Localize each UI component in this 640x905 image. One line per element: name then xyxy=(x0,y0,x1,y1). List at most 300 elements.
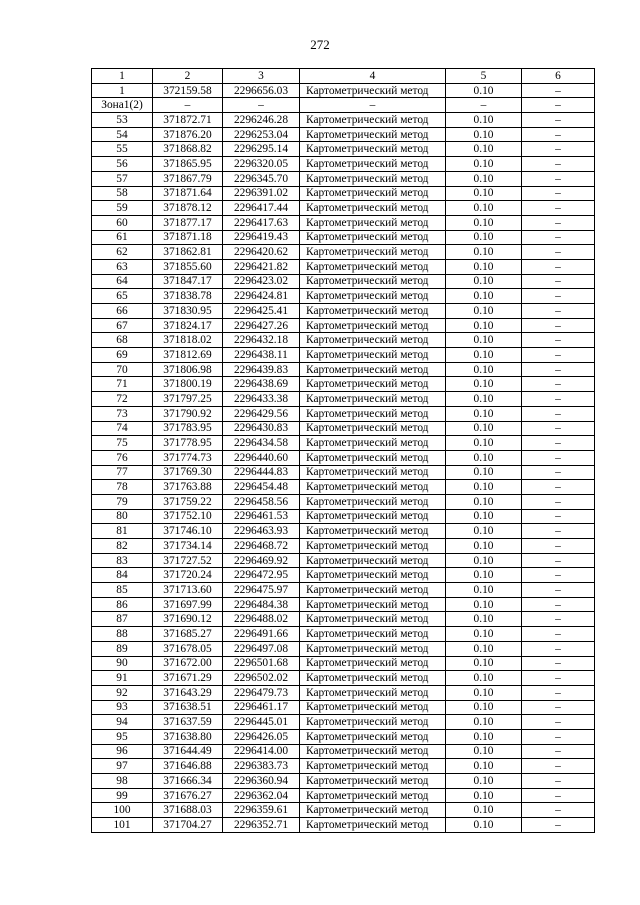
method-cell: Картометрический метод xyxy=(300,612,446,627)
y-coordinate-cell: 2296352.71 xyxy=(223,818,300,833)
x-coordinate-cell: 371790.92 xyxy=(153,406,223,421)
point-number-cell: 67 xyxy=(92,318,153,333)
table-row xyxy=(92,377,595,392)
y-coordinate-cell: 2296461.53 xyxy=(223,509,300,524)
note-cell: – xyxy=(522,436,595,451)
accuracy-cell: 0.10 xyxy=(446,729,522,744)
x-coordinate-cell: – xyxy=(153,98,223,113)
table-row xyxy=(92,333,595,348)
method-cell: Картометрический метод xyxy=(300,259,446,274)
y-coordinate-cell: 2296414.00 xyxy=(223,744,300,759)
note-cell: – xyxy=(522,142,595,157)
note-cell: – xyxy=(522,583,595,598)
accuracy-cell: 0.10 xyxy=(446,715,522,730)
y-coordinate-cell: 2296444.83 xyxy=(223,465,300,480)
note-cell: – xyxy=(522,318,595,333)
point-number-cell: 1 xyxy=(92,83,153,98)
table-row xyxy=(92,392,595,407)
table-row xyxy=(92,142,595,157)
y-coordinate-cell: 2296468.72 xyxy=(223,539,300,554)
y-coordinate-cell: 2296433.38 xyxy=(223,392,300,407)
point-number-cell: 68 xyxy=(92,333,153,348)
y-coordinate-cell: 2296469.92 xyxy=(223,553,300,568)
point-number-cell: 81 xyxy=(92,524,153,539)
table-row xyxy=(92,788,595,803)
note-cell: – xyxy=(522,113,595,128)
note-cell: – xyxy=(522,215,595,230)
point-number-cell: 64 xyxy=(92,274,153,289)
method-cell: Картометрический метод xyxy=(300,494,446,509)
x-coordinate-cell: 371671.29 xyxy=(153,671,223,686)
y-coordinate-cell: 2296501.68 xyxy=(223,656,300,671)
point-number-cell: 98 xyxy=(92,774,153,789)
accuracy-cell: 0.10 xyxy=(446,215,522,230)
point-number-cell: 90 xyxy=(92,656,153,671)
note-cell: – xyxy=(522,774,595,789)
point-number-cell: 60 xyxy=(92,215,153,230)
accuracy-cell: 0.10 xyxy=(446,553,522,568)
table-row xyxy=(92,671,595,686)
method-cell: Картометрический метод xyxy=(300,113,446,128)
method-cell: Картометрический метод xyxy=(300,318,446,333)
point-number-cell: 82 xyxy=(92,539,153,554)
accuracy-cell: 0.10 xyxy=(446,627,522,642)
table-row xyxy=(92,450,595,465)
method-cell: Картометрический метод xyxy=(300,818,446,833)
x-coordinate-cell: 371806.98 xyxy=(153,362,223,377)
x-coordinate-cell: 371876.20 xyxy=(153,127,223,142)
table-row xyxy=(92,348,595,363)
x-coordinate-cell: 371704.27 xyxy=(153,818,223,833)
x-coordinate-cell: 371872.71 xyxy=(153,113,223,128)
y-coordinate-cell: 2296360.94 xyxy=(223,774,300,789)
table-row xyxy=(92,568,595,583)
accuracy-cell: 0.10 xyxy=(446,597,522,612)
method-cell: Картометрический метод xyxy=(300,641,446,656)
x-coordinate-cell: 371783.95 xyxy=(153,421,223,436)
accuracy-cell: 0.10 xyxy=(446,421,522,436)
method-cell: Картометрический метод xyxy=(300,201,446,216)
y-coordinate-cell: 2296458.56 xyxy=(223,494,300,509)
note-cell: – xyxy=(522,641,595,656)
table-row xyxy=(92,127,595,142)
point-number-cell: 91 xyxy=(92,671,153,686)
x-coordinate-cell: 371638.51 xyxy=(153,700,223,715)
table-row xyxy=(92,641,595,656)
accuracy-cell: 0.10 xyxy=(446,583,522,598)
y-coordinate-cell: 2296424.81 xyxy=(223,289,300,304)
accuracy-cell: 0.10 xyxy=(446,201,522,216)
table-row xyxy=(92,157,595,172)
y-coordinate-cell: 2296484.38 xyxy=(223,597,300,612)
table-row xyxy=(92,83,595,98)
accuracy-cell: 0.10 xyxy=(446,494,522,509)
method-cell: – xyxy=(300,98,446,113)
y-coordinate-cell: 2296425.41 xyxy=(223,304,300,319)
point-number-cell: 61 xyxy=(92,230,153,245)
point-number-cell: 95 xyxy=(92,729,153,744)
point-number-cell: 88 xyxy=(92,627,153,642)
point-number-cell: 85 xyxy=(92,583,153,598)
table-row xyxy=(92,98,595,113)
note-cell: – xyxy=(522,406,595,421)
accuracy-cell: 0.10 xyxy=(446,641,522,656)
table-row xyxy=(92,803,595,818)
method-cell: Картометрический метод xyxy=(300,304,446,319)
accuracy-cell: 0.10 xyxy=(446,818,522,833)
note-cell: – xyxy=(522,744,595,759)
x-coordinate-cell: 372159.58 xyxy=(153,83,223,98)
method-cell: Картометрический метод xyxy=(300,127,446,142)
accuracy-cell: 0.10 xyxy=(446,803,522,818)
x-coordinate-cell: 371644.49 xyxy=(153,744,223,759)
y-coordinate-cell: 2296362.04 xyxy=(223,788,300,803)
y-coordinate-cell: 2296434.58 xyxy=(223,436,300,451)
method-cell: Картометрический метод xyxy=(300,406,446,421)
x-coordinate-cell: 371666.34 xyxy=(153,774,223,789)
point-number-cell: 63 xyxy=(92,259,153,274)
table-row xyxy=(92,818,595,833)
y-coordinate-cell: 2296419.43 xyxy=(223,230,300,245)
x-coordinate-cell: 371877.17 xyxy=(153,215,223,230)
x-coordinate-cell: 371818.02 xyxy=(153,333,223,348)
point-number-cell: 56 xyxy=(92,157,153,172)
y-coordinate-cell: 2296454.48 xyxy=(223,480,300,495)
accuracy-cell: 0.10 xyxy=(446,509,522,524)
method-cell: Картометрический метод xyxy=(300,774,446,789)
point-number-cell: 70 xyxy=(92,362,153,377)
accuracy-cell: 0.10 xyxy=(446,83,522,98)
point-number-cell: 77 xyxy=(92,465,153,480)
note-cell: – xyxy=(522,509,595,524)
method-cell: Картометрический метод xyxy=(300,142,446,157)
point-number-cell: 96 xyxy=(92,744,153,759)
x-coordinate-cell: 371847.17 xyxy=(153,274,223,289)
y-coordinate-cell: – xyxy=(223,98,300,113)
accuracy-cell: 0.10 xyxy=(446,524,522,539)
point-number-cell: 99 xyxy=(92,788,153,803)
method-cell: Картометрический метод xyxy=(300,186,446,201)
x-coordinate-cell: 371867.79 xyxy=(153,171,223,186)
method-cell: Картометрический метод xyxy=(300,274,446,289)
table-row xyxy=(92,304,595,319)
table-row xyxy=(92,201,595,216)
accuracy-cell: 0.10 xyxy=(446,700,522,715)
method-cell: Картометрический метод xyxy=(300,553,446,568)
point-number-cell: 89 xyxy=(92,641,153,656)
note-cell: – xyxy=(522,245,595,260)
point-number-cell: 97 xyxy=(92,759,153,774)
method-cell: Картометрический метод xyxy=(300,539,446,554)
y-coordinate-cell: 2296420.62 xyxy=(223,245,300,260)
y-coordinate-cell: 2296253.04 xyxy=(223,127,300,142)
y-coordinate-cell: 2296438.69 xyxy=(223,377,300,392)
x-coordinate-cell: 371752.10 xyxy=(153,509,223,524)
y-coordinate-cell: 2296421.82 xyxy=(223,259,300,274)
note-cell: – xyxy=(522,421,595,436)
x-coordinate-cell: 371746.10 xyxy=(153,524,223,539)
point-number-cell: 80 xyxy=(92,509,153,524)
table-row xyxy=(92,597,595,612)
x-coordinate-cell: 371713.60 xyxy=(153,583,223,598)
y-coordinate-cell: 2296439.83 xyxy=(223,362,300,377)
y-coordinate-cell: 2296440.60 xyxy=(223,450,300,465)
x-coordinate-cell: 371855.60 xyxy=(153,259,223,274)
accuracy-cell: 0.10 xyxy=(446,142,522,157)
accuracy-cell: 0.10 xyxy=(446,318,522,333)
y-coordinate-cell: 2296383.73 xyxy=(223,759,300,774)
point-number-cell: 59 xyxy=(92,201,153,216)
x-coordinate-cell: 371727.52 xyxy=(153,553,223,568)
x-coordinate-cell: 371685.27 xyxy=(153,627,223,642)
y-coordinate-cell: 2296430.83 xyxy=(223,421,300,436)
method-cell: Картометрический метод xyxy=(300,157,446,172)
point-number-cell: 71 xyxy=(92,377,153,392)
note-cell: – xyxy=(522,597,595,612)
accuracy-cell: 0.10 xyxy=(446,539,522,554)
point-number-cell: 101 xyxy=(92,818,153,833)
method-cell: Картометрический метод xyxy=(300,377,446,392)
y-coordinate-cell: 2296295.14 xyxy=(223,142,300,157)
x-coordinate-cell: 371690.12 xyxy=(153,612,223,627)
point-number-cell: 94 xyxy=(92,715,153,730)
table-row xyxy=(92,744,595,759)
x-coordinate-cell: 371678.05 xyxy=(153,641,223,656)
method-cell: Картометрический метод xyxy=(300,744,446,759)
accuracy-cell: 0.10 xyxy=(446,113,522,128)
note-cell: – xyxy=(522,700,595,715)
method-cell: Картометрический метод xyxy=(300,568,446,583)
method-cell: Картометрический метод xyxy=(300,597,446,612)
method-cell: Картометрический метод xyxy=(300,671,446,686)
x-coordinate-cell: 371676.27 xyxy=(153,788,223,803)
method-cell: Картометрический метод xyxy=(300,392,446,407)
column-header: 5 xyxy=(446,69,522,84)
table-row xyxy=(92,480,595,495)
x-coordinate-cell: 371871.64 xyxy=(153,186,223,201)
note-cell: – xyxy=(522,392,595,407)
point-number-cell: 62 xyxy=(92,245,153,260)
note-cell: – xyxy=(522,274,595,289)
y-coordinate-cell: 2296472.95 xyxy=(223,568,300,583)
note-cell: – xyxy=(522,127,595,142)
method-cell: Картометрический метод xyxy=(300,729,446,744)
table-row xyxy=(92,656,595,671)
accuracy-cell: 0.10 xyxy=(446,436,522,451)
method-cell: Картометрический метод xyxy=(300,524,446,539)
method-cell: Картометрический метод xyxy=(300,362,446,377)
table-row xyxy=(92,215,595,230)
x-coordinate-cell: 371734.14 xyxy=(153,539,223,554)
point-number-cell: 78 xyxy=(92,480,153,495)
table-row xyxy=(92,259,595,274)
x-coordinate-cell: 371778.95 xyxy=(153,436,223,451)
point-number-cell: 86 xyxy=(92,597,153,612)
method-cell: Картометрический метод xyxy=(300,450,446,465)
note-cell: – xyxy=(522,715,595,730)
x-coordinate-cell: 371720.24 xyxy=(153,568,223,583)
point-number-cell: 69 xyxy=(92,348,153,363)
table-row xyxy=(92,524,595,539)
method-cell: Картометрический метод xyxy=(300,230,446,245)
accuracy-cell: 0.10 xyxy=(446,230,522,245)
point-number-cell: 72 xyxy=(92,392,153,407)
column-header: 3 xyxy=(223,69,300,84)
accuracy-cell: 0.10 xyxy=(446,568,522,583)
table-row xyxy=(92,583,595,598)
note-cell: – xyxy=(522,171,595,186)
point-number-cell: 92 xyxy=(92,685,153,700)
note-cell: – xyxy=(522,729,595,744)
accuracy-cell: 0.10 xyxy=(446,744,522,759)
accuracy-cell: 0.10 xyxy=(446,774,522,789)
table-row xyxy=(92,171,595,186)
x-coordinate-cell: 371797.25 xyxy=(153,392,223,407)
note-cell: – xyxy=(522,524,595,539)
accuracy-cell: 0.10 xyxy=(446,788,522,803)
y-coordinate-cell: 2296345.70 xyxy=(223,171,300,186)
point-number-cell: 73 xyxy=(92,406,153,421)
point-number-cell: 100 xyxy=(92,803,153,818)
accuracy-cell: 0.10 xyxy=(446,186,522,201)
column-header: 2 xyxy=(153,69,223,84)
method-cell: Картометрический метод xyxy=(300,333,446,348)
method-cell: Картометрический метод xyxy=(300,803,446,818)
table-row xyxy=(92,553,595,568)
method-cell: Картометрический метод xyxy=(300,215,446,230)
table-header-row xyxy=(92,69,595,84)
accuracy-cell: 0.10 xyxy=(446,127,522,142)
method-cell: Картометрический метод xyxy=(300,509,446,524)
x-coordinate-cell: 371774.73 xyxy=(153,450,223,465)
note-cell: – xyxy=(522,553,595,568)
table-body xyxy=(92,83,595,832)
accuracy-cell: 0.10 xyxy=(446,377,522,392)
accuracy-cell: 0.10 xyxy=(446,450,522,465)
note-cell: – xyxy=(522,186,595,201)
x-coordinate-cell: 371862.81 xyxy=(153,245,223,260)
x-coordinate-cell: 371672.00 xyxy=(153,656,223,671)
table-row xyxy=(92,274,595,289)
y-coordinate-cell: 2296426.05 xyxy=(223,729,300,744)
accuracy-cell: 0.10 xyxy=(446,289,522,304)
column-header: 6 xyxy=(522,69,595,84)
x-coordinate-cell: 371878.12 xyxy=(153,201,223,216)
table-row xyxy=(92,230,595,245)
note-cell: – xyxy=(522,494,595,509)
point-number-cell: 66 xyxy=(92,304,153,319)
note-cell: – xyxy=(522,304,595,319)
x-coordinate-cell: 371800.19 xyxy=(153,377,223,392)
y-coordinate-cell: 2296479.73 xyxy=(223,685,300,700)
accuracy-cell: 0.10 xyxy=(446,304,522,319)
note-cell: – xyxy=(522,259,595,274)
x-coordinate-cell: 371769.30 xyxy=(153,465,223,480)
table-row xyxy=(92,494,595,509)
x-coordinate-cell: 371865.95 xyxy=(153,157,223,172)
note-cell: – xyxy=(522,157,595,172)
accuracy-cell: 0.10 xyxy=(446,656,522,671)
method-cell: Картометрический метод xyxy=(300,289,446,304)
point-number-cell: 53 xyxy=(92,113,153,128)
method-cell: Картометрический метод xyxy=(300,788,446,803)
table-row xyxy=(92,539,595,554)
x-coordinate-cell: 371638.80 xyxy=(153,729,223,744)
method-cell: Картометрический метод xyxy=(300,436,446,451)
note-cell: – xyxy=(522,98,595,113)
y-coordinate-cell: 2296429.56 xyxy=(223,406,300,421)
y-coordinate-cell: 2296432.18 xyxy=(223,333,300,348)
accuracy-cell: 0.10 xyxy=(446,259,522,274)
y-coordinate-cell: 2296461.17 xyxy=(223,700,300,715)
table-row xyxy=(92,186,595,201)
note-cell: – xyxy=(522,83,595,98)
point-number-cell: 84 xyxy=(92,568,153,583)
y-coordinate-cell: 2296656.03 xyxy=(223,83,300,98)
y-coordinate-cell: 2296320.05 xyxy=(223,157,300,172)
note-cell: – xyxy=(522,230,595,245)
method-cell: Картометрический метод xyxy=(300,685,446,700)
y-coordinate-cell: 2296497.08 xyxy=(223,641,300,656)
point-number-cell: 87 xyxy=(92,612,153,627)
method-cell: Картометрический метод xyxy=(300,83,446,98)
x-coordinate-cell: 371812.69 xyxy=(153,348,223,363)
table-row xyxy=(92,436,595,451)
y-coordinate-cell: 2296423.02 xyxy=(223,274,300,289)
x-coordinate-cell: 371646.88 xyxy=(153,759,223,774)
method-cell: Картометрический метод xyxy=(300,700,446,715)
method-cell: Картометрический метод xyxy=(300,627,446,642)
note-cell: – xyxy=(522,539,595,554)
page-number: 272 xyxy=(310,37,330,52)
table-row xyxy=(92,318,595,333)
method-cell: Картометрический метод xyxy=(300,715,446,730)
note-cell: – xyxy=(522,480,595,495)
x-coordinate-cell: 371824.17 xyxy=(153,318,223,333)
point-number-cell: 55 xyxy=(92,142,153,157)
note-cell: – xyxy=(522,685,595,700)
accuracy-cell: 0.10 xyxy=(446,671,522,686)
table-row xyxy=(92,509,595,524)
note-cell: – xyxy=(522,656,595,671)
y-coordinate-cell: 2296246.28 xyxy=(223,113,300,128)
note-cell: – xyxy=(522,377,595,392)
table-row xyxy=(92,362,595,377)
note-cell: – xyxy=(522,201,595,216)
note-cell: – xyxy=(522,450,595,465)
y-coordinate-cell: 2296391.02 xyxy=(223,186,300,201)
method-cell: Картометрический метод xyxy=(300,480,446,495)
method-cell: Картометрический метод xyxy=(300,421,446,436)
x-coordinate-cell: 371868.82 xyxy=(153,142,223,157)
table-row xyxy=(92,289,595,304)
note-cell: – xyxy=(522,803,595,818)
accuracy-cell: 0.10 xyxy=(446,480,522,495)
coordinates-table xyxy=(91,68,595,833)
column-header: 1 xyxy=(92,69,153,84)
y-coordinate-cell: 2296438.11 xyxy=(223,348,300,363)
table-row xyxy=(92,700,595,715)
table-row xyxy=(92,612,595,627)
accuracy-cell: 0.10 xyxy=(446,406,522,421)
note-cell: – xyxy=(522,818,595,833)
method-cell: Картометрический метод xyxy=(300,759,446,774)
method-cell: Картометрический метод xyxy=(300,656,446,671)
y-coordinate-cell: 2296417.63 xyxy=(223,215,300,230)
note-cell: – xyxy=(522,671,595,686)
table-row xyxy=(92,245,595,260)
point-number-cell: 83 xyxy=(92,553,153,568)
